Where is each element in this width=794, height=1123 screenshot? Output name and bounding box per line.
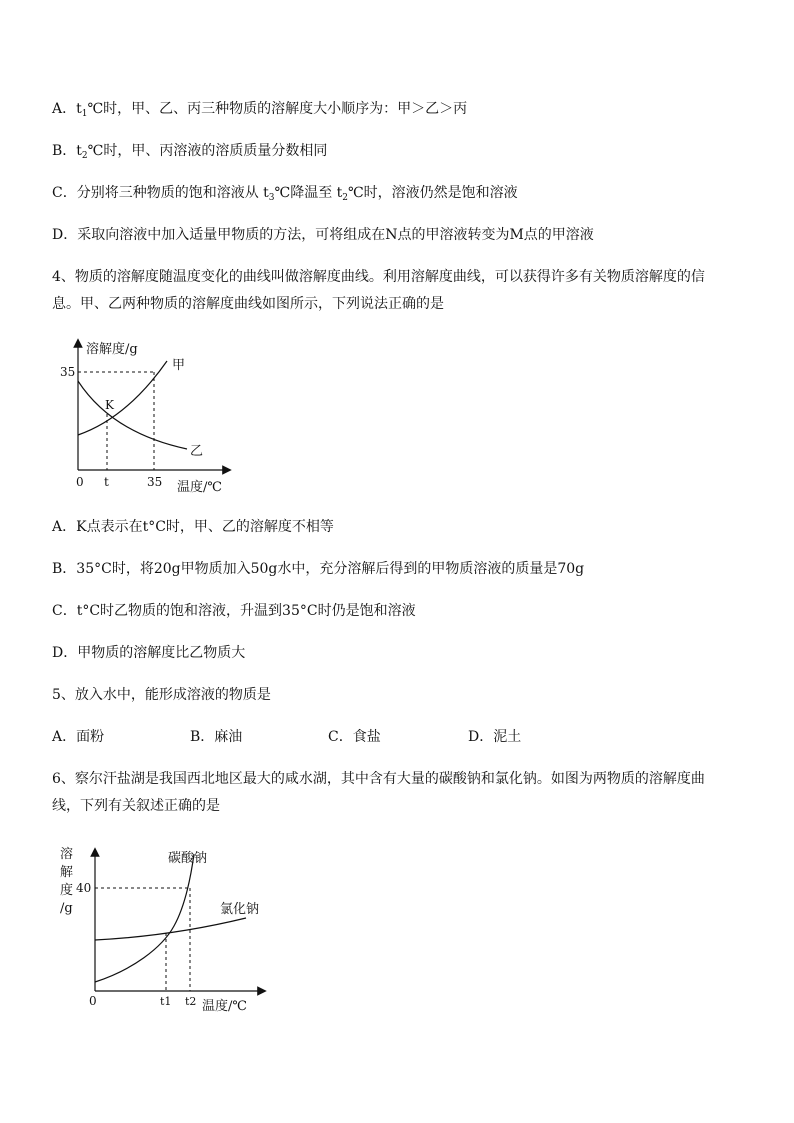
q3-option-c-text-mid: ℃降温至 t	[274, 185, 343, 201]
q4-option-b: B．35°C时，将20g甲物质加入50g水中，充分溶解后得到的甲物质溶液的质量是70g	[52, 561, 585, 577]
series-label-jia: 甲	[172, 358, 186, 373]
origin-label: 0	[76, 475, 84, 489]
q3-option-b-text: B．t	[52, 143, 82, 159]
q3-option-b	[52, 141, 327, 166]
y-tick-40: 40	[76, 881, 92, 895]
point-label-k: K	[105, 398, 114, 412]
q5-stem: 5、放入水中，能形成溶液的物质是	[52, 687, 271, 703]
q5-option-a: A．面粉	[52, 729, 105, 745]
q3-option-c	[52, 183, 518, 208]
q5-option-c: C．食盐	[328, 729, 381, 745]
q5-option-d: D．泥土	[468, 729, 522, 745]
y-axis-label-2: 解	[60, 865, 74, 880]
series-label-na2co3: 碳酸钠	[168, 851, 208, 866]
y-axis-label-1: 溶	[60, 847, 74, 862]
q3-option-a	[52, 99, 467, 124]
series-label-yi: 乙	[190, 444, 204, 459]
series-label-nacl: 氯化钠	[220, 902, 260, 917]
curve-nacl	[95, 918, 246, 940]
q3-option-d: D．采取向溶液中加入适量甲物质的方法，可将组成在N点的甲溶液转变为M点的甲溶液	[52, 227, 594, 243]
subscript: 1	[81, 109, 88, 119]
subscript: 3	[268, 193, 275, 203]
q4-option-c: C．t°C时乙物质的饱和溶液，升温到35°C时仍是饱和溶液	[52, 603, 416, 619]
y-axis-label: 溶解度/g	[86, 342, 138, 357]
curve-na2co3	[95, 854, 194, 982]
q4-solubility-chart	[52, 333, 252, 498]
q4-stem-line1: 4、物质的溶解度随温度变化的曲线叫做溶解度曲线。利用溶解度曲线，可以获得许多有关物质溶解度的信	[52, 269, 705, 285]
q5-option-b: B．麻油	[190, 729, 243, 745]
q6-stem-line2: 线，下列有关叙述正确的是	[52, 798, 220, 814]
curve-yi	[78, 381, 187, 449]
x-tick-t: t	[104, 475, 109, 489]
q6-stem-line1: 6、察尔汗盐湖是我国西北地区最大的咸水湖，其中含有大量的碳酸钠和氯化钠。如图为两物质的溶解度曲	[52, 771, 705, 787]
q3-option-a-text: A．t	[52, 101, 82, 117]
q4-option-a: A．K点表示在t°C时，甲、乙的溶解度不相等	[52, 519, 334, 535]
q3-option-a-text-rest: ℃时，甲、乙、丙三种物质的溶解度大小顺序为：甲＞乙＞丙	[87, 101, 468, 117]
subscript: 2	[81, 151, 88, 161]
x-axis-label: 温度/℃	[177, 480, 222, 495]
x-tick-t2: t2	[185, 995, 197, 1008]
q5-options	[52, 727, 521, 747]
x-axis-label: 温度/℃	[202, 999, 247, 1014]
y-axis-label-4: /g	[60, 901, 73, 916]
y-tick-35: 35	[60, 365, 76, 379]
q3-option-c-text: C．分别将三种物质的饱和溶液从 t	[52, 185, 269, 201]
origin-label: 0	[89, 994, 97, 1008]
x-tick-35: 35	[147, 475, 163, 489]
q4-stem-line2: 息。甲、乙两种物质的溶解度曲线如图所示，下列说法正确的是	[52, 296, 444, 312]
x-tick-t1: t1	[160, 995, 172, 1008]
q3-option-c-text-rest: ℃时，溶液仍然是饱和溶液	[348, 185, 518, 201]
subscript: 2	[342, 193, 349, 203]
q4-option-d: D．甲物质的溶解度比乙物质大	[52, 645, 246, 661]
q6-solubility-chart	[52, 838, 292, 1023]
q3-option-b-text-rest: ℃时，甲、丙溶液的溶质质量分数相同	[87, 143, 328, 159]
y-axis-label-3: 度	[60, 883, 74, 898]
